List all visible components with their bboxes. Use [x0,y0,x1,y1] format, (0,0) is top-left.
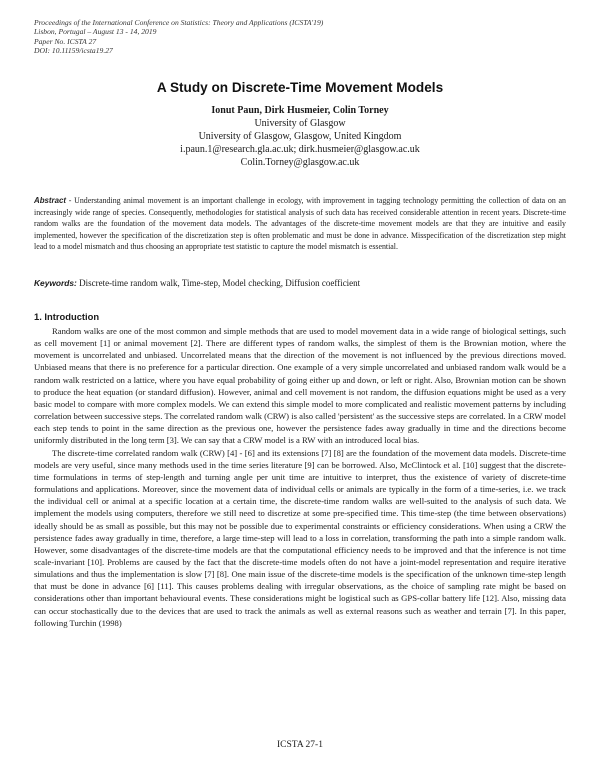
page-footer: ICSTA 27-1 [277,740,323,750]
author-emails: i.paun.1@research.gla.ac.uk; dirk.husmeier@glasgow.ac.uk [180,144,420,155]
paragraph: Random walks are one of the most common and simple methods that are used to model movement data in a wide range of biological settings, such as cell movement [1] or animal movement [2]. There are different types of random walks, the simplest of them is the Brownian motion, where the movement is uncorrelated and unbiased. Uncorrelated means that the direction of the movement is not influenced by the previous directions moved. Unbiased means that there is no preference for a particular direction. One example of a very simple uncorrelated and unbiased random walk would be a random walk restricted on a lattice, where you have equal probability of going either up and down, or left or right. Also, Brownian motion can be shown to produce the heat equation (or standard diffusion). However, animal and cell movement is not random, the diffusion equations might be used as a very basic model to compare with more complex models. We can extend this simple model to more complicated and realistic movement patterns by including correlation between successive steps. The correlated random walk (CRW) is also called 'persistent' as the successive steps are correlated. In a CRW model each step tends to point in the same direction as the previous one, however the persistence fades away gradually in time and the directions become uniformly distributed in the long term [3]. We can say that a CRW model is a RW with an introduced local bias. [34,326,566,446]
header-location: Lisbon, Portugal – August 13 - 14, 2019 [34,27,157,37]
paragraph: The discrete-time correlated random walk (CRW) [4] - [6] and its extensions [7] [8] are the foundation of the movement data models. Discrete-time models are very useful, since many methods used in the time series literature [9] can be borrowed. Also, McClintock et al. [10] suggest that the discrete-time formulations in terms of step-length and turning angle per unit time are intuitive to interpret, thus the existence of variety of discrete-time formulations and applications. Moreover, since the movement data of individual cells or animals are typically in the form of a time-series, i.e. we track the individual cell or animal at a specific location at a certain time, the discrete-time random walks are well-suited to the analysis of such data. We implement the models using computers, therefore we still need to discretize at some pre-specified time. This time-step (the time between observations) ideally should be as small as possible, but this may not be possible due to experimental constraints or efficiency considerations. When using a CRW the persistence fades away gradually in time, therefore, a large time-step will lead to a loss in correlation, transforming the path into a simple random walk. However, some disadvantages of the discrete-time models are that the computational efficiency needs to be improved and that the inference is not time scale-invariant [10]. Problems are caused by the fact that the discrete-time models often do not have a joint-model representation and require iterative simulations and thus the implementation is slow [7] [8]. One main issue of the discrete-time models is the specification of the unknown time-step length that must be done in advance [6] [11]. This causes problems dealing with irregular observations, as the choice of sampling rate might be based on considerations other than important behavioural events. These considerations might be logistical such as GPS-collar battery life [12]. Also, missing data can occur stochastically due to the devices that are used to track the animals as well as external reasons such as weather and terrain [7]. In this paper, following Turchin (1998) [34,447,566,628]
author-names: Ionut Paun, Dirk Husmeier, Colin Torney [211,105,389,116]
abstract-label: Abstract [34,196,67,205]
keywords [34,277,566,289]
author-block [0,104,600,169]
abstract-text: - Understanding animal movement is an important challenge in ecology, with improvement in tagging technology permitting the collection of data on an increasingly wide range of species. Consequently, methodologies for statistical analysis of such data has received considerable attention in recent years. Discrete-time random walks are the foundation of the movement data models. The advantages of the discrete-time movement models are that they are intuitive and easily implemented, however the specification of the discretization step is often problematic and must be done in advance. Misspecification of the discretization step might lead to a model mismatch and thus choosing an appropriate test statistic to capture the model mismatch is essential. [34,196,566,252]
proceedings-header [34,18,554,56]
author-affiliation: University of Glasgow [254,118,346,129]
header-doi: DOI: 10.11159/icsta19.27 [34,46,113,56]
author-email-secondary: Colin.Torney@glasgow.ac.uk [240,157,360,168]
introduction-body [34,325,566,629]
author-affiliation-address: University of Glasgow, Glasgow, United Kingdom [198,131,402,142]
abstract [34,195,566,253]
keywords-label: Keywords: [34,278,77,288]
header-paper-number: Paper No. ICSTA 27 [34,36,97,46]
keywords-text: Discrete-time random walk, Time-step, Model checking, Diffusion coefficient [76,278,361,288]
section-heading-introduction: 1. Introduction [34,311,100,322]
header-conference: Proceedings of the International Conference on Statistics: Theory and Applications (ICSTA'19) [34,18,324,27]
paper-title: A Study on Discrete-Time Movement Models [156,80,444,95]
